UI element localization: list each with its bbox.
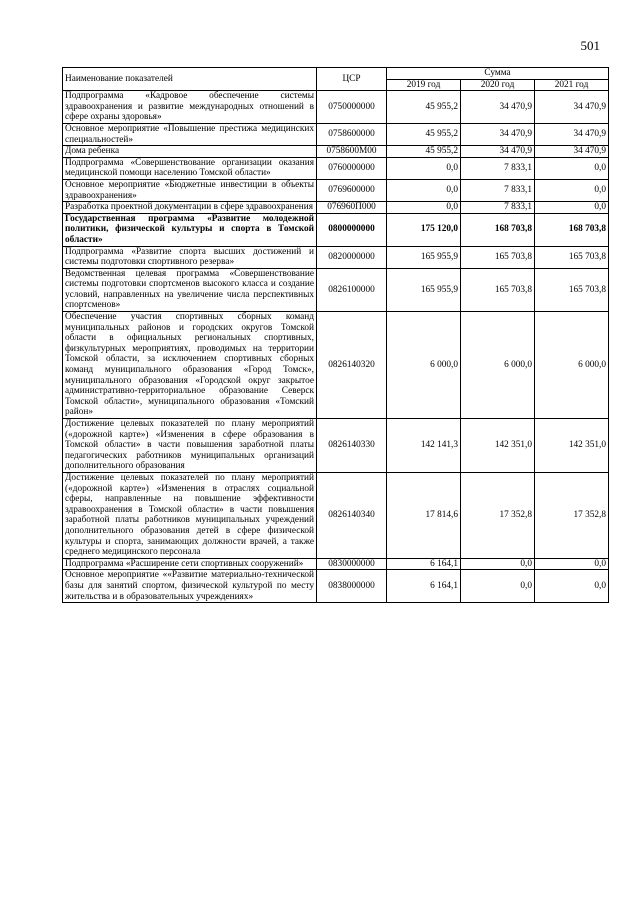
table-row xyxy=(63,246,609,268)
row-value-2020: 6 000,0 xyxy=(461,312,535,419)
row-value-2019: 175 120,0 xyxy=(387,213,461,246)
row-value-2020: 142 351,0 xyxy=(461,419,535,473)
row-code: 0820000000 xyxy=(317,246,387,268)
row-code: 0800000000 xyxy=(317,213,387,246)
table-row xyxy=(63,202,609,214)
row-code: 0826100000 xyxy=(317,268,387,311)
page-number: 501 xyxy=(580,38,600,53)
row-value-2021: 0,0 xyxy=(535,157,609,179)
row-value-2019: 6 164,1 xyxy=(387,558,461,570)
row-value-2021: 142 351,0 xyxy=(535,419,609,473)
row-value-2019: 45 955,2 xyxy=(387,146,461,158)
table-row xyxy=(63,472,609,558)
row-code: 0758600М00 xyxy=(317,146,387,158)
row-value-2019: 0,0 xyxy=(387,157,461,179)
row-value-2019: 17 814,6 xyxy=(387,472,461,558)
table-row xyxy=(63,179,609,201)
table-row xyxy=(63,123,609,145)
row-name: Достижение целевых показателей по плану мероприятий («дорожной карте») «Изменения в отраслях социальной сферы, направленные на повышение эффективности здравоохранения в Томской области» в части повышения заработной платы работников муниципальных учреждений дополнительного образования детей в сфере физической культуры и спорта, занимающих должности врачей, а также среднего медицинского персонала xyxy=(63,472,317,558)
row-value-2021: 17 352,8 xyxy=(535,472,609,558)
row-code: 0769600000 xyxy=(317,179,387,201)
table-row xyxy=(63,312,609,419)
row-name: Ведомственная целевая программа «Совершенствование системы подготовки спортсменов высокого класса и создание условий, направленных на увеличение числа перспективных спортсменов» xyxy=(63,268,317,311)
row-value-2019: 6 000,0 xyxy=(387,312,461,419)
row-value-2021: 0,0 xyxy=(535,202,609,214)
row-value-2021: 165 703,8 xyxy=(535,268,609,311)
row-value-2019: 6 164,1 xyxy=(387,570,461,603)
row-value-2021: 0,0 xyxy=(535,570,609,603)
row-value-2021: 34 470,9 xyxy=(535,146,609,158)
row-value-2020: 165 703,8 xyxy=(461,246,535,268)
table-row xyxy=(63,419,609,473)
header-year-2021: 2021 год xyxy=(535,79,609,91)
header-code: ЦСР xyxy=(317,68,387,91)
row-name: Разработка проектной документации в сфере здравоохранения xyxy=(63,202,317,214)
row-value-2021: 0,0 xyxy=(535,179,609,201)
row-value-2021: 6 000,0 xyxy=(535,312,609,419)
budget-table xyxy=(62,67,609,603)
header-name: Наименование показателей xyxy=(63,68,317,91)
row-value-2020: 0,0 xyxy=(461,558,535,570)
row-code: 0838000000 xyxy=(317,570,387,603)
row-value-2020: 165 703,8 xyxy=(461,268,535,311)
row-code: 0760000000 xyxy=(317,157,387,179)
row-value-2021: 165 703,8 xyxy=(535,246,609,268)
row-value-2021: 0,0 xyxy=(535,558,609,570)
row-value-2021: 168 703,8 xyxy=(535,213,609,246)
row-value-2020: 34 470,9 xyxy=(461,91,535,124)
row-code: 0826140320 xyxy=(317,312,387,419)
row-name: Подпрограмма «Совершенствование организации оказания медицинской помощи населению Томской области» xyxy=(63,157,317,179)
row-value-2020: 7 833,1 xyxy=(461,202,535,214)
table-header xyxy=(63,68,609,91)
row-code: 0750000000 xyxy=(317,91,387,124)
row-code: 0830000000 xyxy=(317,558,387,570)
table-row xyxy=(63,157,609,179)
row-value-2020: 17 352,8 xyxy=(461,472,535,558)
row-value-2021: 34 470,9 xyxy=(535,91,609,124)
table-row xyxy=(63,558,609,570)
table-row xyxy=(63,570,609,603)
row-name: Дома ребенка xyxy=(63,146,317,158)
row-value-2019: 0,0 xyxy=(387,179,461,201)
row-name: Основное мероприятие ««Развитие материально-технической базы для занятий спортом, физической культурой по месту жительства и в образовательных учреждениях» xyxy=(63,570,317,603)
row-value-2019: 165 955,9 xyxy=(387,246,461,268)
row-value-2019: 45 955,2 xyxy=(387,123,461,145)
header-year-2019: 2019 год xyxy=(387,79,461,91)
row-code: 0826140330 xyxy=(317,419,387,473)
row-value-2020: 168 703,8 xyxy=(461,213,535,246)
row-value-2019: 0,0 xyxy=(387,202,461,214)
row-code: 0758600000 xyxy=(317,123,387,145)
row-value-2020: 34 470,9 xyxy=(461,146,535,158)
table-row xyxy=(63,146,609,158)
row-value-2019: 142 141,3 xyxy=(387,419,461,473)
row-value-2020: 0,0 xyxy=(461,570,535,603)
row-value-2019: 45 955,2 xyxy=(387,91,461,124)
row-name: Обеспечение участия спортивных сборных команд муниципальных районов и городских округов Томской области в официальных региональных спортивных, физкультурных мероприятиях, проводимых на территории Томской области, за исключением спортивных сборных команд муниципального образования «Город Томск», муниципального образования «Городской округ закрытое административно-территориальное образование Северск Томской области», муниципального образования «Томский район» xyxy=(63,312,317,419)
row-name: Подпрограмма «Развитие спорта высших достижений и системы подготовки спортивного резерва» xyxy=(63,246,317,268)
row-value-2019: 165 955,9 xyxy=(387,268,461,311)
row-value-2020: 7 833,1 xyxy=(461,157,535,179)
header-year-2020: 2020 год xyxy=(461,79,535,91)
row-name: Подпрограмма «Расширение сети спортивных сооружений» xyxy=(63,558,317,570)
row-name: Основное мероприятие «Повышение престижа медицинских специальностей» xyxy=(63,123,317,145)
row-value-2020: 7 833,1 xyxy=(461,179,535,201)
table-row xyxy=(63,268,609,311)
table-row xyxy=(63,91,609,124)
row-code: 076960П000 xyxy=(317,202,387,214)
table-row xyxy=(63,213,609,246)
row-code: 0826140340 xyxy=(317,472,387,558)
table-body xyxy=(63,91,609,603)
row-name: Подпрограмма «Кадровое обеспечение системы здравоохранения и развитие международных отношений в сфере охраны здоровья» xyxy=(63,91,317,124)
header-sum: Сумма xyxy=(387,68,609,80)
row-name: Государственная программа «Развитие молодежной политики, физической культуры и спорта в Томской области» xyxy=(63,213,317,246)
row-name: Основное мероприятие «Бюджетные инвестиции в объекты здравоохранения» xyxy=(63,179,317,201)
row-value-2021: 34 470,9 xyxy=(535,123,609,145)
row-value-2020: 34 470,9 xyxy=(461,123,535,145)
row-name: Достижение целевых показателей по плану мероприятий («дорожной карте») «Изменения в сфере образования в Томской области» в части повышения заработной платы педагогических работников муниципальных организаций дополнительного образования xyxy=(63,419,317,473)
